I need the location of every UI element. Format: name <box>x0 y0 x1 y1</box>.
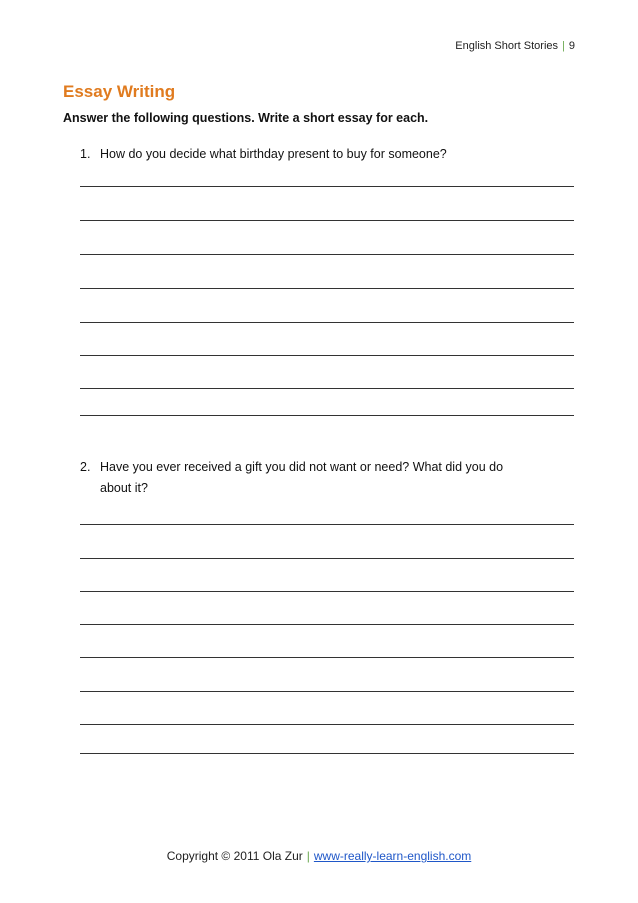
question-text-continued: about it? <box>100 481 148 495</box>
question-text: How do you decide what birthday present to buy for someone? <box>100 147 447 161</box>
answer-line[interactable] <box>80 524 574 525</box>
answer-line[interactable] <box>80 186 574 187</box>
answer-line[interactable] <box>80 558 574 559</box>
answer-line[interactable] <box>80 691 574 692</box>
answer-line[interactable] <box>80 657 574 658</box>
answer-line[interactable] <box>80 753 574 754</box>
footer-separator: | <box>306 849 310 863</box>
answer-line[interactable] <box>80 254 574 255</box>
copyright-text: Copyright © 2011 Ola Zur <box>166 849 303 863</box>
answer-line[interactable] <box>80 322 574 323</box>
question-number: 2. <box>80 460 91 474</box>
question-number: 1. <box>80 147 91 161</box>
answer-line[interactable] <box>80 388 574 389</box>
running-header <box>455 40 575 52</box>
answer-line[interactable] <box>80 220 574 221</box>
answer-line[interactable] <box>80 415 574 416</box>
section-title: Essay Writing <box>63 82 176 101</box>
page-footer <box>0 849 638 863</box>
question-1 <box>80 144 560 165</box>
answer-line[interactable] <box>80 591 574 592</box>
question-text: Have you ever received a gift you did not want or need? What did you do <box>100 460 504 474</box>
answer-line[interactable] <box>80 724 574 725</box>
question-2 <box>80 457 560 499</box>
header-separator: | <box>562 40 565 52</box>
page-number: 9 <box>568 40 575 52</box>
answer-line[interactable] <box>80 288 574 289</box>
answer-line[interactable] <box>80 624 574 625</box>
section-instruction: Answer the following questions. Write a short essay for each. <box>63 111 429 125</box>
answer-line[interactable] <box>80 355 574 356</box>
book-title: English Short Stories <box>455 40 559 52</box>
website-link[interactable]: www-really-learn-english.com <box>313 849 472 863</box>
